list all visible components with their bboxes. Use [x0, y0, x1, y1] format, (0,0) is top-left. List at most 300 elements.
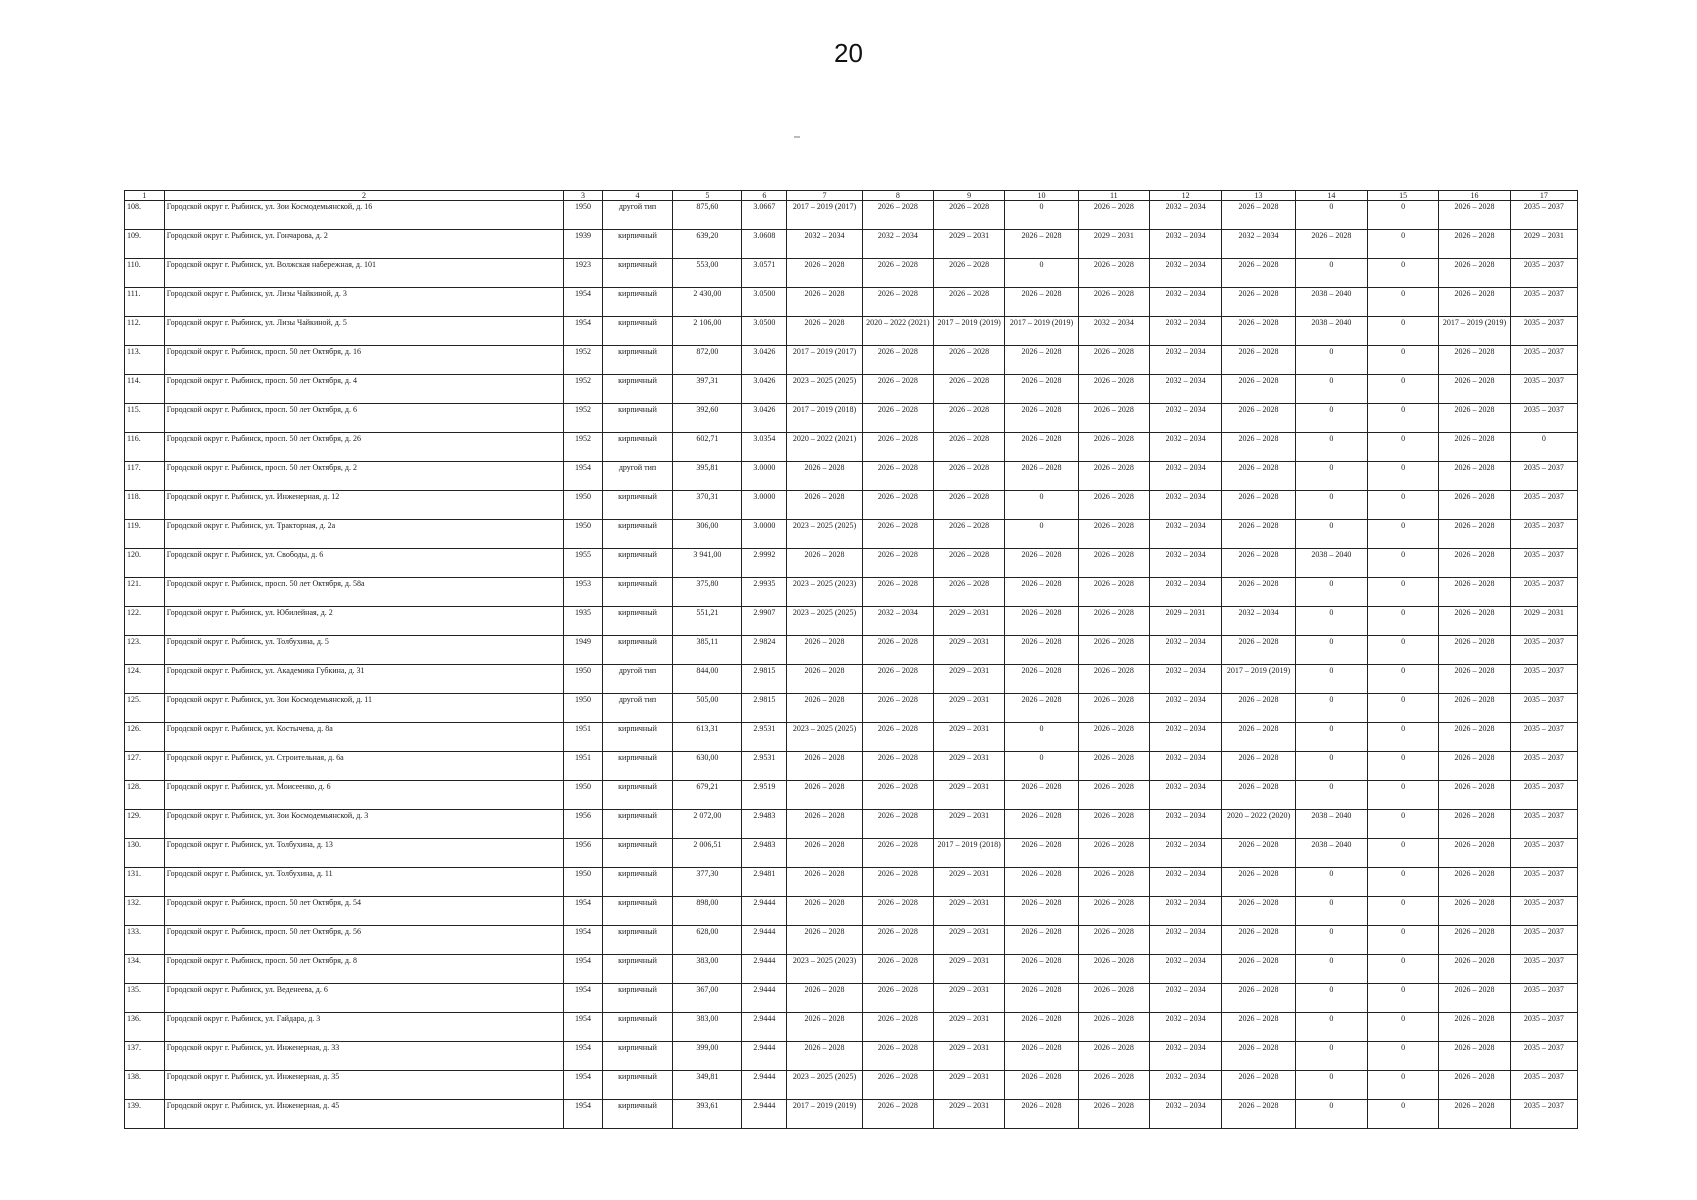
cell-col-12: 2032 – 2034 [1149, 578, 1221, 607]
cell-col-15: 0 [1368, 955, 1439, 984]
cell-coefficient: 2.9483 [742, 839, 787, 868]
cell-col-10: 2026 – 2028 [1005, 433, 1078, 462]
cell-col-10: 2026 – 2028 [1005, 955, 1078, 984]
cell-area: 875,60 [673, 201, 742, 230]
cell-col-10: 2026 – 2028 [1005, 230, 1078, 259]
cell-row-number: 128. [125, 781, 165, 810]
cell-col-10: 0 [1005, 201, 1078, 230]
cell-wall-material: кирпичный [602, 549, 672, 578]
cell-col-11: 2026 – 2028 [1078, 955, 1149, 984]
cell-col-13: 2026 – 2028 [1222, 694, 1295, 723]
cell-col-17: 2035 – 2037 [1510, 404, 1577, 433]
cell-col-8: 2026 – 2028 [862, 1100, 933, 1129]
cell-col-13: 2032 – 2034 [1222, 230, 1295, 259]
cell-col-15: 0 [1368, 868, 1439, 897]
cell-col-10: 2026 – 2028 [1005, 375, 1078, 404]
cell-col-11: 2026 – 2028 [1078, 839, 1149, 868]
cell-col-14: 0 [1295, 781, 1367, 810]
table-row [125, 1013, 1578, 1042]
cell-col-17: 2029 – 2031 [1510, 230, 1577, 259]
table-row [125, 868, 1578, 897]
cell-area: 2 430,00 [673, 288, 742, 317]
cell-col-12: 2032 – 2034 [1149, 1013, 1221, 1042]
cell-col-8: 2026 – 2028 [862, 984, 933, 1013]
cell-row-number: 117. [125, 462, 165, 491]
cell-coefficient: 3.0500 [742, 288, 787, 317]
cell-col-7: 2023 – 2025 (2023) [787, 578, 862, 607]
cell-col-15: 0 [1368, 520, 1439, 549]
column-header-6: 6 [742, 191, 787, 201]
cell-col-8: 2026 – 2028 [862, 810, 933, 839]
cell-col-16: 2026 – 2028 [1439, 694, 1510, 723]
cell-wall-material: кирпичный [602, 955, 672, 984]
cell-address: Городской округ г. Рыбинск, ул. Гончарова, д. 2 [164, 230, 563, 259]
cell-col-13: 2026 – 2028 [1222, 839, 1295, 868]
cell-col-7: 2026 – 2028 [787, 926, 862, 955]
cell-address: Городской округ г. Рыбинск, ул. Академика Губкина, д. 31 [164, 665, 563, 694]
cell-year-built: 1954 [564, 1100, 603, 1129]
cell-year-built: 1956 [564, 839, 603, 868]
cell-year-built: 1955 [564, 549, 603, 578]
table-row [125, 404, 1578, 433]
cell-address: Городской округ г. Рыбинск, ул. Зои Космодемьянской, д. 11 [164, 694, 563, 723]
cell-col-8: 2026 – 2028 [862, 752, 933, 781]
cell-wall-material: кирпичный [602, 897, 672, 926]
cell-year-built: 1954 [564, 1042, 603, 1071]
cell-coefficient: 2.9815 [742, 694, 787, 723]
cell-col-9: 2029 – 2031 [933, 1100, 1004, 1129]
cell-col-8: 2026 – 2028 [862, 346, 933, 375]
cell-coefficient: 3.0000 [742, 491, 787, 520]
cell-col-13: 2026 – 2028 [1222, 723, 1295, 752]
cell-col-9: 2029 – 2031 [933, 1071, 1004, 1100]
cell-year-built: 1950 [564, 491, 603, 520]
cell-col-16: 2026 – 2028 [1439, 636, 1510, 665]
cell-col-15: 0 [1368, 607, 1439, 636]
cell-col-12: 2032 – 2034 [1149, 317, 1221, 346]
cell-area: 2 106,00 [673, 317, 742, 346]
cell-row-number: 124. [125, 665, 165, 694]
cell-col-15: 0 [1368, 317, 1439, 346]
cell-col-11: 2026 – 2028 [1078, 1013, 1149, 1042]
cell-year-built: 1939 [564, 230, 603, 259]
cell-address: Городской округ г. Рыбинск, ул. Тракторная, д. 2а [164, 520, 563, 549]
cell-address: Городской округ г. Рыбинск, просп. 50 лет Октября, д. 4 [164, 375, 563, 404]
cell-col-7: 2017 – 2019 (2019) [787, 1100, 862, 1129]
cell-row-number: 109. [125, 230, 165, 259]
cell-col-17: 2035 – 2037 [1510, 955, 1577, 984]
column-header-5: 5 [673, 191, 742, 201]
cell-coefficient: 2.9444 [742, 1042, 787, 1071]
cell-wall-material: кирпичный [602, 230, 672, 259]
cell-wall-material: кирпичный [602, 636, 672, 665]
cell-col-11: 2026 – 2028 [1078, 288, 1149, 317]
cell-area: 349,81 [673, 1071, 742, 1100]
cell-col-12: 2032 – 2034 [1149, 1042, 1221, 1071]
cell-coefficient: 3.0667 [742, 201, 787, 230]
cell-area: 395,81 [673, 462, 742, 491]
cell-col-10: 2026 – 2028 [1005, 578, 1078, 607]
cell-col-7: 2026 – 2028 [787, 839, 862, 868]
cell-col-12: 2032 – 2034 [1149, 1071, 1221, 1100]
cell-col-10: 2026 – 2028 [1005, 462, 1078, 491]
cell-col-12: 2032 – 2034 [1149, 375, 1221, 404]
cell-col-14: 0 [1295, 607, 1367, 636]
cell-address: Городской округ г. Рыбинск, ул. Моисеенко, д. 6 [164, 781, 563, 810]
cell-col-13: 2026 – 2028 [1222, 404, 1295, 433]
cell-year-built: 1950 [564, 201, 603, 230]
cell-col-7: 2017 – 2019 (2017) [787, 346, 862, 375]
cell-area: 383,00 [673, 955, 742, 984]
cell-col-10: 2026 – 2028 [1005, 404, 1078, 433]
cell-wall-material: кирпичный [602, 578, 672, 607]
table-row [125, 1071, 1578, 1100]
cell-wall-material: кирпичный [602, 491, 672, 520]
cell-wall-material: кирпичный [602, 433, 672, 462]
cell-area: 613,31 [673, 723, 742, 752]
cell-col-9: 2026 – 2028 [933, 201, 1004, 230]
cell-col-13: 2026 – 2028 [1222, 1042, 1295, 1071]
cell-address: Городской округ г. Рыбинск, ул. Толбухина, д. 13 [164, 839, 563, 868]
cell-col-14: 0 [1295, 984, 1367, 1013]
table-row [125, 462, 1578, 491]
cell-col-15: 0 [1368, 752, 1439, 781]
cell-address: Городской округ г. Рыбинск, ул. Зои Космодемьянской, д. 16 [164, 201, 563, 230]
cell-col-11: 2026 – 2028 [1078, 1071, 1149, 1100]
cell-col-11: 2026 – 2028 [1078, 694, 1149, 723]
cell-wall-material: кирпичный [602, 346, 672, 375]
cell-col-7: 2026 – 2028 [787, 1042, 862, 1071]
cell-col-15: 0 [1368, 346, 1439, 375]
cell-col-15: 0 [1368, 462, 1439, 491]
cell-col-7: 2026 – 2028 [787, 897, 862, 926]
cell-address: Городской округ г. Рыбинск, ул. Зои Космодемьянской, д. 3 [164, 810, 563, 839]
capital-repair-schedule-table [124, 190, 1578, 1129]
cell-col-9: 2029 – 2031 [933, 810, 1004, 839]
cell-col-9: 2029 – 2031 [933, 926, 1004, 955]
cell-col-16: 2026 – 2028 [1439, 781, 1510, 810]
cell-col-15: 0 [1368, 404, 1439, 433]
cell-col-16: 2026 – 2028 [1439, 955, 1510, 984]
table-row [125, 1042, 1578, 1071]
cell-col-8: 2026 – 2028 [862, 1071, 933, 1100]
cell-col-9: 2029 – 2031 [933, 665, 1004, 694]
cell-col-14: 0 [1295, 346, 1367, 375]
cell-year-built: 1954 [564, 955, 603, 984]
cell-col-8: 2026 – 2028 [862, 955, 933, 984]
cell-col-9: 2017 – 2019 (2018) [933, 839, 1004, 868]
cell-col-13: 2026 – 2028 [1222, 462, 1295, 491]
table-row [125, 317, 1578, 346]
cell-address: Городской округ г. Рыбинск, просп. 50 лет Октября, д. 2 [164, 462, 563, 491]
cell-col-13: 2026 – 2028 [1222, 868, 1295, 897]
cell-row-number: 112. [125, 317, 165, 346]
cell-area: 2 006,51 [673, 839, 742, 868]
cell-col-9: 2029 – 2031 [933, 752, 1004, 781]
cell-wall-material: кирпичный [602, 984, 672, 1013]
cell-coefficient: 3.0571 [742, 259, 787, 288]
cell-wall-material: кирпичный [602, 1013, 672, 1042]
cell-col-8: 2026 – 2028 [862, 259, 933, 288]
cell-col-16: 2026 – 2028 [1439, 491, 1510, 520]
cell-wall-material: кирпичный [602, 259, 672, 288]
cell-col-9: 2029 – 2031 [933, 636, 1004, 665]
cell-col-16: 2026 – 2028 [1439, 926, 1510, 955]
cell-col-9: 2026 – 2028 [933, 404, 1004, 433]
cell-col-7: 2026 – 2028 [787, 462, 862, 491]
cell-col-9: 2026 – 2028 [933, 259, 1004, 288]
cell-col-11: 2026 – 2028 [1078, 752, 1149, 781]
cell-col-13: 2026 – 2028 [1222, 375, 1295, 404]
column-header-3: 3 [564, 191, 603, 201]
column-header-8: 8 [862, 191, 933, 201]
cell-col-8: 2026 – 2028 [862, 375, 933, 404]
cell-row-number: 127. [125, 752, 165, 781]
cell-col-13: 2026 – 2028 [1222, 346, 1295, 375]
page-number: 20 [834, 38, 863, 68]
cell-col-10: 0 [1005, 723, 1078, 752]
cell-coefficient: 3.0000 [742, 462, 787, 491]
cell-col-10: 2026 – 2028 [1005, 897, 1078, 926]
cell-year-built: 1952 [564, 346, 603, 375]
cell-col-13: 2026 – 2028 [1222, 636, 1295, 665]
cell-col-16: 2026 – 2028 [1439, 433, 1510, 462]
cell-row-number: 136. [125, 1013, 165, 1042]
cell-col-17: 2035 – 2037 [1510, 694, 1577, 723]
table-row [125, 230, 1578, 259]
cell-col-12: 2032 – 2034 [1149, 955, 1221, 984]
column-header-16: 16 [1439, 191, 1510, 201]
cell-col-11: 2026 – 2028 [1078, 868, 1149, 897]
table-row [125, 839, 1578, 868]
cell-col-12: 2032 – 2034 [1149, 462, 1221, 491]
cell-col-12: 2032 – 2034 [1149, 781, 1221, 810]
cell-col-14: 0 [1295, 1071, 1367, 1100]
cell-coefficient: 2.9531 [742, 723, 787, 752]
cell-col-12: 2032 – 2034 [1149, 839, 1221, 868]
cell-col-15: 0 [1368, 984, 1439, 1013]
cell-wall-material: кирпичный [602, 607, 672, 636]
cell-address: Городской округ г. Рыбинск, ул. Толбухина, д. 5 [164, 636, 563, 665]
cell-col-9: 2026 – 2028 [933, 578, 1004, 607]
cell-col-15: 0 [1368, 665, 1439, 694]
cell-col-9: 2017 – 2019 (2019) [933, 317, 1004, 346]
cell-col-14: 2038 – 2040 [1295, 288, 1367, 317]
cell-col-12: 2032 – 2034 [1149, 984, 1221, 1013]
cell-col-7: 2026 – 2028 [787, 288, 862, 317]
cell-year-built: 1950 [564, 665, 603, 694]
cell-col-10: 2026 – 2028 [1005, 781, 1078, 810]
cell-col-17: 2035 – 2037 [1510, 810, 1577, 839]
cell-col-17: 2035 – 2037 [1510, 1071, 1577, 1100]
cell-col-16: 2026 – 2028 [1439, 607, 1510, 636]
cell-row-number: 129. [125, 810, 165, 839]
cell-row-number: 114. [125, 375, 165, 404]
cell-col-17: 2035 – 2037 [1510, 897, 1577, 926]
cell-col-13: 2020 – 2022 (2020) [1222, 810, 1295, 839]
cell-year-built: 1949 [564, 636, 603, 665]
cell-address: Городской округ г. Рыбинск, ул. Инженерная, д. 35 [164, 1071, 563, 1100]
cell-col-14: 0 [1295, 201, 1367, 230]
cell-area: 375,80 [673, 578, 742, 607]
cell-col-7: 2026 – 2028 [787, 317, 862, 346]
cell-col-17: 2035 – 2037 [1510, 549, 1577, 578]
cell-wall-material: кирпичный [602, 317, 672, 346]
cell-col-12: 2032 – 2034 [1149, 520, 1221, 549]
table-row [125, 810, 1578, 839]
cell-col-8: 2032 – 2034 [862, 230, 933, 259]
cell-coefficient: 3.0426 [742, 375, 787, 404]
cell-col-16: 2026 – 2028 [1439, 897, 1510, 926]
cell-col-12: 2029 – 2031 [1149, 607, 1221, 636]
cell-row-number: 126. [125, 723, 165, 752]
cell-col-17: 2035 – 2037 [1510, 781, 1577, 810]
cell-col-8: 2026 – 2028 [862, 201, 933, 230]
cell-col-9: 2029 – 2031 [933, 1013, 1004, 1042]
cell-col-9: 2026 – 2028 [933, 433, 1004, 462]
cell-address: Городской округ г. Рыбинск, ул. Гайдара, д. 3 [164, 1013, 563, 1042]
cell-col-15: 0 [1368, 288, 1439, 317]
cell-row-number: 130. [125, 839, 165, 868]
cell-col-10: 2026 – 2028 [1005, 839, 1078, 868]
cell-address: Городской округ г. Рыбинск, просп. 50 лет Октября, д. 6 [164, 404, 563, 433]
cell-col-12: 2032 – 2034 [1149, 230, 1221, 259]
cell-col-9: 2026 – 2028 [933, 462, 1004, 491]
cell-col-7: 2023 – 2025 (2025) [787, 520, 862, 549]
table-row [125, 491, 1578, 520]
column-header-10: 10 [1005, 191, 1078, 201]
cell-row-number: 134. [125, 955, 165, 984]
cell-col-11: 2026 – 2028 [1078, 346, 1149, 375]
cell-area: 306,00 [673, 520, 742, 549]
cell-coefficient: 2.9444 [742, 984, 787, 1013]
cell-year-built: 1954 [564, 1013, 603, 1042]
cell-col-12: 2032 – 2034 [1149, 723, 1221, 752]
cell-row-number: 120. [125, 549, 165, 578]
cell-wall-material: кирпичный [602, 375, 672, 404]
cell-coefficient: 2.9935 [742, 578, 787, 607]
cell-coefficient: 2.9444 [742, 1071, 787, 1100]
cell-col-14: 0 [1295, 1013, 1367, 1042]
cell-col-15: 0 [1368, 1013, 1439, 1042]
cell-address: Городской округ г. Рыбинск, ул. Лизы Чайкиной, д. 3 [164, 288, 563, 317]
cell-col-14: 0 [1295, 462, 1367, 491]
cell-col-13: 2026 – 2028 [1222, 781, 1295, 810]
cell-col-7: 2026 – 2028 [787, 549, 862, 578]
cell-col-12: 2032 – 2034 [1149, 404, 1221, 433]
cell-year-built: 1950 [564, 868, 603, 897]
cell-row-number: 111. [125, 288, 165, 317]
cell-col-17: 2035 – 2037 [1510, 1100, 1577, 1129]
cell-col-13: 2026 – 2028 [1222, 201, 1295, 230]
cell-col-16: 2026 – 2028 [1439, 752, 1510, 781]
scan-mark [794, 136, 800, 138]
cell-col-13: 2026 – 2028 [1222, 433, 1295, 462]
cell-col-13: 2026 – 2028 [1222, 897, 1295, 926]
cell-col-8: 2026 – 2028 [862, 781, 933, 810]
cell-col-11: 2026 – 2028 [1078, 404, 1149, 433]
cell-col-17: 2035 – 2037 [1510, 317, 1577, 346]
cell-col-9: 2029 – 2031 [933, 897, 1004, 926]
cell-col-15: 0 [1368, 1042, 1439, 1071]
cell-col-12: 2032 – 2034 [1149, 259, 1221, 288]
table-row [125, 665, 1578, 694]
cell-row-number: 135. [125, 984, 165, 1013]
column-header-13: 13 [1222, 191, 1295, 201]
cell-col-11: 2026 – 2028 [1078, 1100, 1149, 1129]
cell-col-14: 0 [1295, 868, 1367, 897]
column-header-14: 14 [1295, 191, 1367, 201]
cell-col-14: 0 [1295, 897, 1367, 926]
cell-col-8: 2026 – 2028 [862, 694, 933, 723]
cell-year-built: 1954 [564, 1071, 603, 1100]
cell-col-11: 2026 – 2028 [1078, 520, 1149, 549]
column-header-1: 1 [125, 191, 165, 201]
cell-col-15: 0 [1368, 375, 1439, 404]
table-row [125, 201, 1578, 230]
cell-col-16: 2026 – 2028 [1439, 839, 1510, 868]
document-table-container [124, 190, 1578, 1117]
cell-col-12: 2032 – 2034 [1149, 694, 1221, 723]
cell-col-7: 2023 – 2025 (2025) [787, 375, 862, 404]
cell-col-9: 2029 – 2031 [933, 694, 1004, 723]
cell-col-17: 2035 – 2037 [1510, 665, 1577, 694]
cell-col-11: 2026 – 2028 [1078, 810, 1149, 839]
cell-area: 872,00 [673, 346, 742, 375]
cell-col-9: 2029 – 2031 [933, 781, 1004, 810]
cell-col-9: 2029 – 2031 [933, 607, 1004, 636]
cell-col-13: 2026 – 2028 [1222, 984, 1295, 1013]
cell-area: 505,00 [673, 694, 742, 723]
cell-col-11: 2026 – 2028 [1078, 549, 1149, 578]
cell-col-12: 2032 – 2034 [1149, 868, 1221, 897]
cell-wall-material: другой тип [602, 665, 672, 694]
cell-col-14: 0 [1295, 752, 1367, 781]
cell-year-built: 1954 [564, 462, 603, 491]
cell-col-10: 2026 – 2028 [1005, 984, 1078, 1013]
cell-col-16: 2026 – 2028 [1439, 259, 1510, 288]
cell-col-8: 2026 – 2028 [862, 636, 933, 665]
cell-row-number: 116. [125, 433, 165, 462]
cell-col-13: 2026 – 2028 [1222, 549, 1295, 578]
cell-row-number: 131. [125, 868, 165, 897]
cell-col-17: 2035 – 2037 [1510, 636, 1577, 665]
table-row [125, 781, 1578, 810]
cell-coefficient: 2.9531 [742, 752, 787, 781]
cell-col-11: 2026 – 2028 [1078, 607, 1149, 636]
cell-area: 3 941,00 [673, 549, 742, 578]
table-row [125, 636, 1578, 665]
cell-wall-material: кирпичный [602, 839, 672, 868]
cell-address: Городской округ г. Рыбинск, просп. 50 лет Октября, д. 58а [164, 578, 563, 607]
cell-row-number: 122. [125, 607, 165, 636]
cell-area: 397,31 [673, 375, 742, 404]
cell-address: Городской округ г. Рыбинск, ул. Веденеева, д. 6 [164, 984, 563, 1013]
column-header-4: 4 [602, 191, 672, 201]
cell-col-7: 2017 – 2019 (2017) [787, 201, 862, 230]
cell-col-10: 0 [1005, 259, 1078, 288]
cell-col-12: 2032 – 2034 [1149, 897, 1221, 926]
cell-col-14: 0 [1295, 723, 1367, 752]
cell-area: 639,20 [673, 230, 742, 259]
table-row [125, 926, 1578, 955]
cell-col-9: 2026 – 2028 [933, 288, 1004, 317]
cell-col-15: 0 [1368, 259, 1439, 288]
table-row [125, 578, 1578, 607]
cell-wall-material: кирпичный [602, 926, 672, 955]
cell-row-number: 119. [125, 520, 165, 549]
cell-year-built: 1951 [564, 752, 603, 781]
